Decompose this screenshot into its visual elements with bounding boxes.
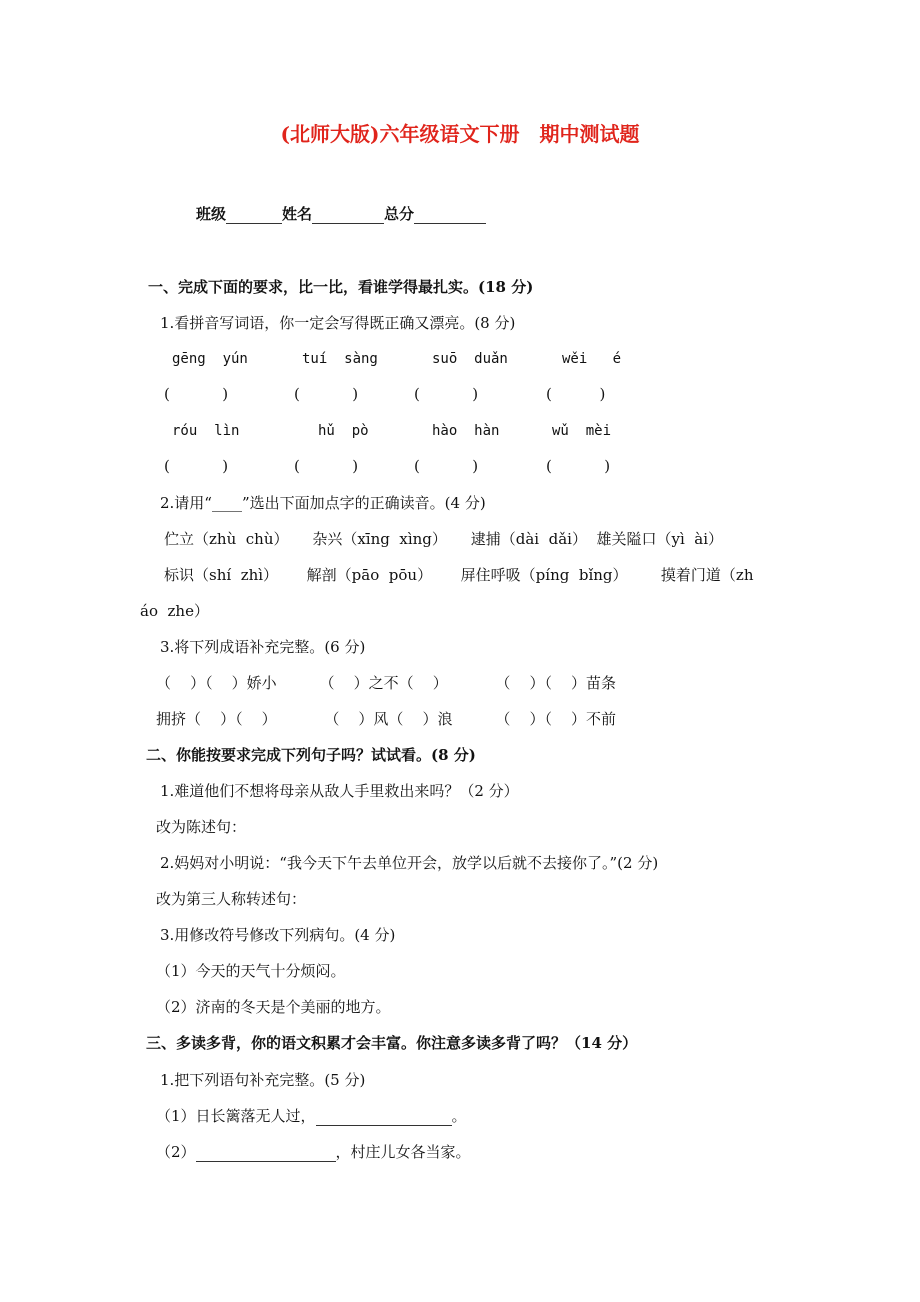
score-blank[interactable] [414, 207, 486, 224]
s3-fill-line: （1）日长篱落无人过， 。 [156, 1107, 467, 1125]
s2-q3-item: （1）今天的天气十分烦闷。 [156, 962, 346, 980]
s1-q2-line: 标识（shí zhì） 解剖（pāo pōu） 屏住呼吸（píng bǐng） 摸着门道（zh [164, 566, 754, 584]
answer-bracket[interactable]: ( ) [546, 457, 611, 475]
pinyin-item: róu lìn [172, 423, 240, 439]
answer-bracket[interactable]: ( ) [546, 385, 606, 403]
s2-q3: 3.用修改符号修改下列病句。(4 分) [160, 926, 396, 944]
pinyin-item: hǔ pò [318, 423, 369, 439]
s2-q2-task: 改为第三人称转述句： [156, 890, 307, 908]
s3-q1: 1.把下列语句补充完整。(5 分) [160, 1071, 366, 1089]
score-label: 总分 [384, 205, 415, 223]
s1-q3-line: （ ）（ ）娇小 （ ）之不（ ） （ ）（ ）苗条 [156, 674, 617, 692]
page-title: (北师大版)六年级语文下册 期中测试题 [280, 122, 640, 146]
answer-bracket[interactable]: ( ) [164, 385, 229, 403]
class-blank[interactable] [226, 207, 282, 224]
answer-bracket[interactable]: ( ) [294, 385, 359, 403]
pinyin-item: wěi é [562, 351, 622, 367]
student-info-line [196, 204, 486, 224]
answer-bracket[interactable]: ( ) [414, 385, 479, 403]
name-label: 姓名 [282, 205, 313, 223]
s2-q3-item: （2）济南的冬天是个美丽的地方。 [156, 998, 391, 1016]
pinyin-item: hào hàn [432, 423, 500, 439]
answer-bracket[interactable]: ( ) [414, 457, 479, 475]
section-2-heading: 二、你能按要求完成下列句子吗？试试看。(8 分) [146, 746, 476, 764]
pinyin-item: tuí sàng [302, 351, 378, 367]
s1-q2-prompt: 2.请用“____”选出下面加点字的正确读音。(4 分) [160, 494, 486, 512]
s1-q3-line: 拥挤（ ）（ ） （ ）风（ ）浪 （ ）（ ）不前 [156, 710, 617, 728]
fill-blank[interactable] [316, 1109, 452, 1126]
s1-q3-prompt: 3.将下列成语补充完整。(6 分) [160, 638, 366, 656]
s1-q2-line: 伫立（zhù chù） 杂兴（xīng xìng） 逮捕（dài dǎi） 雄关隘口（yì ài） [164, 530, 724, 548]
pinyin-item: gēng yún [172, 351, 248, 367]
section-3-heading: 三、多读多背，你的语文积累才会丰富。你注意多读多背了吗？（14 分） [146, 1034, 638, 1052]
pinyin-item: wǔ mèi [552, 423, 612, 439]
answer-bracket[interactable]: ( ) [294, 457, 359, 475]
answer-bracket[interactable]: ( ) [164, 457, 229, 475]
s3-fill-line: （2） ，村庄儿女各当家。 [156, 1143, 471, 1161]
name-blank[interactable] [312, 207, 384, 224]
s1-q1-prompt: 1.看拼音写词语，你一定会写得既正确又漂亮。(8 分) [160, 314, 516, 332]
pinyin-item: suō duǎn [432, 351, 508, 367]
fill-blank[interactable] [196, 1145, 336, 1162]
class-label: 班级 [196, 205, 227, 223]
section-1-heading: 一、完成下面的要求，比一比，看谁学得最扎实。(18 分) [148, 278, 534, 296]
s2-q2: 2.妈妈对小明说：“我今天下午去单位开会，放学以后就不去接你了。”(2 分) [160, 854, 659, 872]
s2-q1: 1.难道他们不想将母亲从敌人手里救出来吗？（2 分） [160, 782, 519, 800]
s2-q1-task: 改为陈述句： [156, 818, 247, 836]
s1-q2-line: áo zhe） [140, 602, 209, 620]
